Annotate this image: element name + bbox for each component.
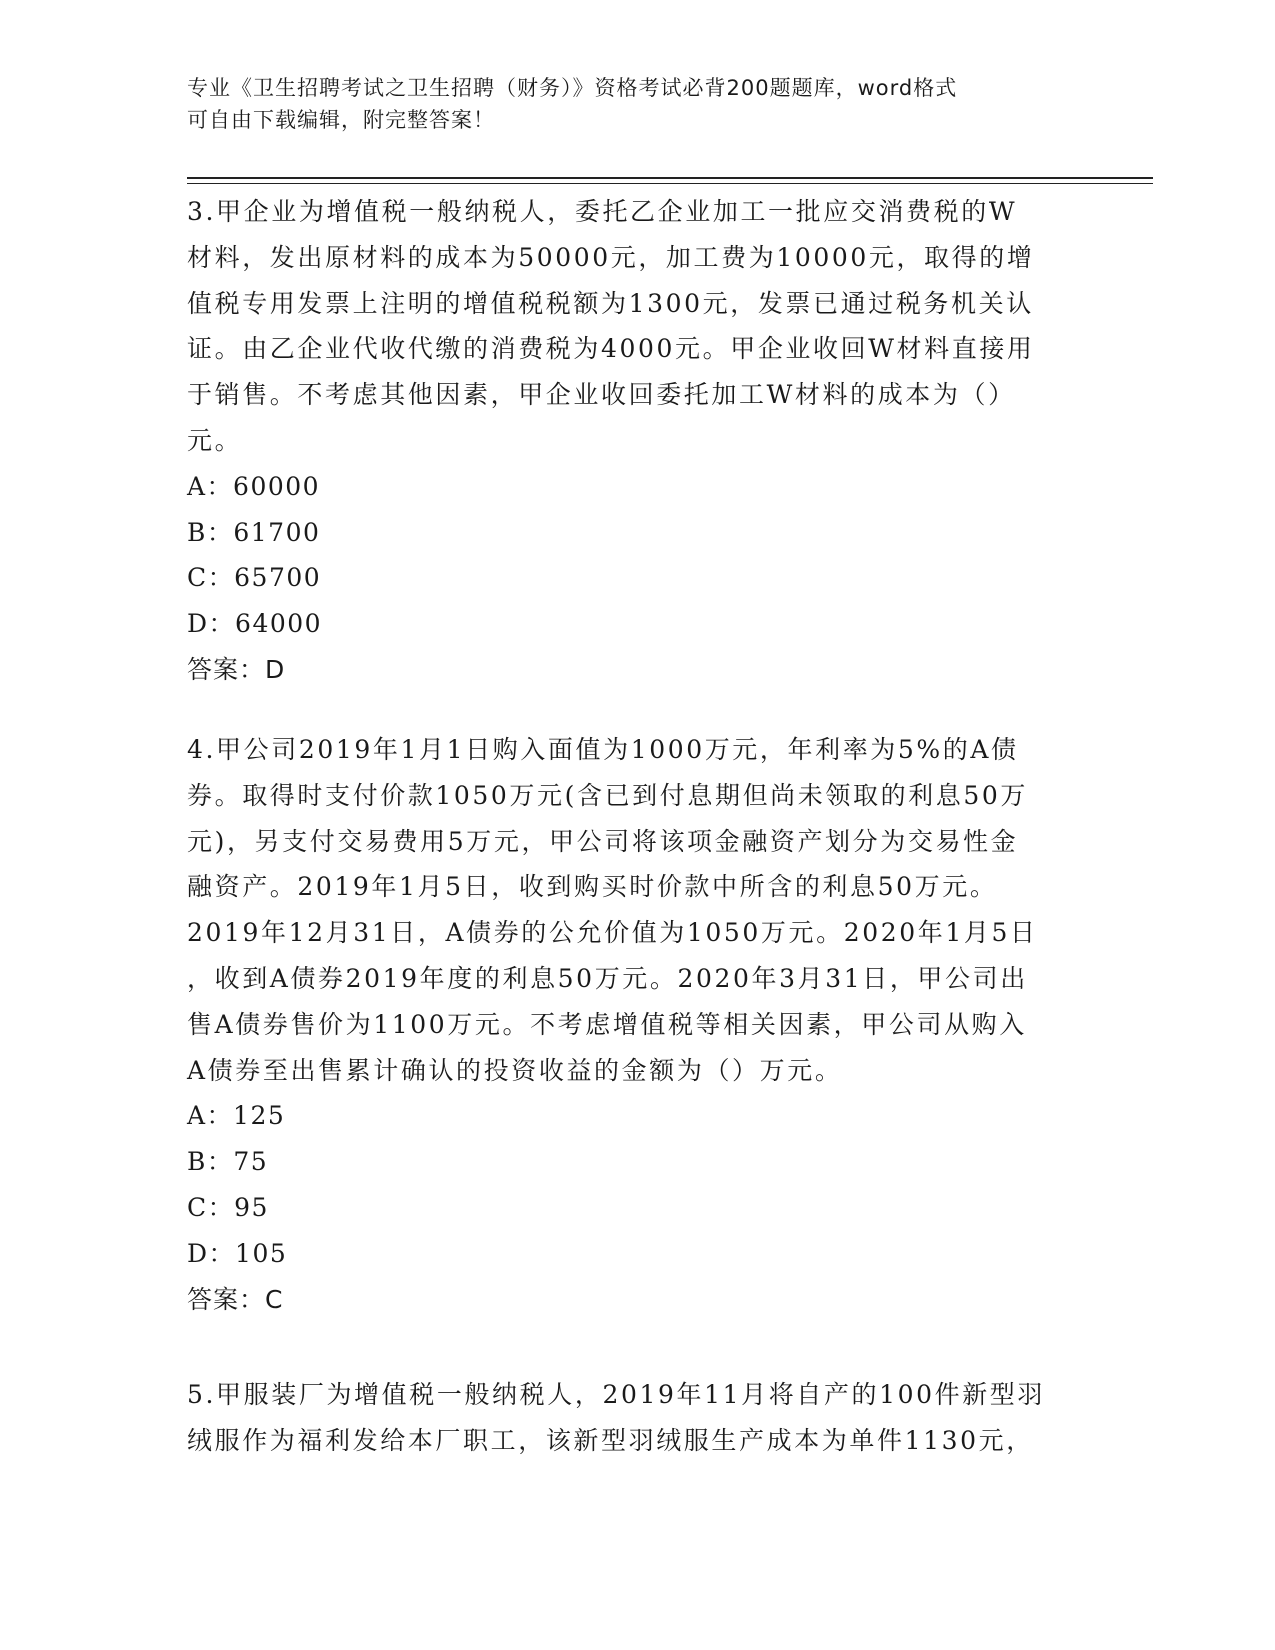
header-divider: [187, 177, 1153, 179]
question-stem-line: 3.甲企业为增值税一般纳税人，委托乙企业加工一批应交消费税的W: [187, 197, 1018, 226]
question-stem-line: 材料，发出原材料的成本为50000元，加工费为10000元，取得的增: [187, 242, 1035, 272]
option-c: C：95: [187, 1192, 269, 1222]
question-3: [187, 189, 1082, 693]
question-stem-line: 售A债券售价为1100万元。不考虑增值税等相关因素，甲公司从购入: [187, 1009, 1027, 1039]
option-a: A：125: [187, 1101, 286, 1131]
question-stem-line: A债券至出售累计确认的投资收益的金额为（）万元。: [187, 1055, 843, 1085]
question-stem-line: 融资产。2019年1月5日，收到购买时价款中所含的利息50万元。: [187, 872, 998, 902]
question-stem-line: 5.甲服装厂为增值税一般纳税人，2019年11月将自产的100件新型羽: [187, 1380, 1046, 1409]
option-d: D：105: [187, 1238, 288, 1268]
question-stem-line: ，收到A债券2019年度的利息50万元。2020年3月31日，甲公司出: [187, 963, 1028, 993]
option-c: C：65700: [187, 563, 322, 593]
question-stem-line: 4.甲公司2019年1月1日购入面值为1000万元，年利率为5%的A债: [187, 735, 1019, 764]
answer-label: 答案：C: [187, 1284, 284, 1314]
option-a: A：60000: [187, 471, 321, 501]
header-title-line-2: 可自由下载编辑，附完整答案！: [187, 108, 495, 132]
question-stem-line: 证。由乙企业代收代缴的消费税为4000元。甲企业收回W材料直接用: [187, 334, 1035, 364]
question-stem-line: 元。: [187, 425, 243, 455]
option-b: B：61700: [187, 517, 321, 547]
document-header: [187, 72, 1067, 136]
question-stem-line: 元)，另支付交易费用5万元，甲公司将该项金融资产划分为交易性金: [187, 826, 1019, 856]
question-stem-line: 券。取得时支付价款1050万元(含已到付息期但尚未领取的利息50万: [187, 780, 1028, 810]
answer-label: 答案：D: [187, 654, 286, 684]
question-4: [187, 727, 1082, 1322]
question-5: [187, 1372, 1082, 1464]
header-divider-thin: [187, 183, 1153, 184]
question-stem-line: 于销售。不考虑其他因素，甲企业收回委托加工W材料的成本为（）: [187, 380, 1016, 410]
question-stem-line: 绒服作为福利发给本厂职工，该新型羽绒服生产成本为单件1130元，: [187, 1425, 1034, 1455]
header-title-line-1: 专业《卫生招聘考试之卫生招聘（财务）》资格考试必背200题题库，word格式: [187, 76, 958, 100]
question-stem-line: 值税专用发票上注明的增值税税额为1300元，发票已通过税务机关认: [187, 288, 1034, 318]
option-b: B：75: [187, 1147, 269, 1177]
option-d: D：64000: [187, 609, 323, 639]
question-stem-line: 2019年12月31日，A债券的公允价值为1050万元。2020年1月5日: [187, 918, 1038, 948]
